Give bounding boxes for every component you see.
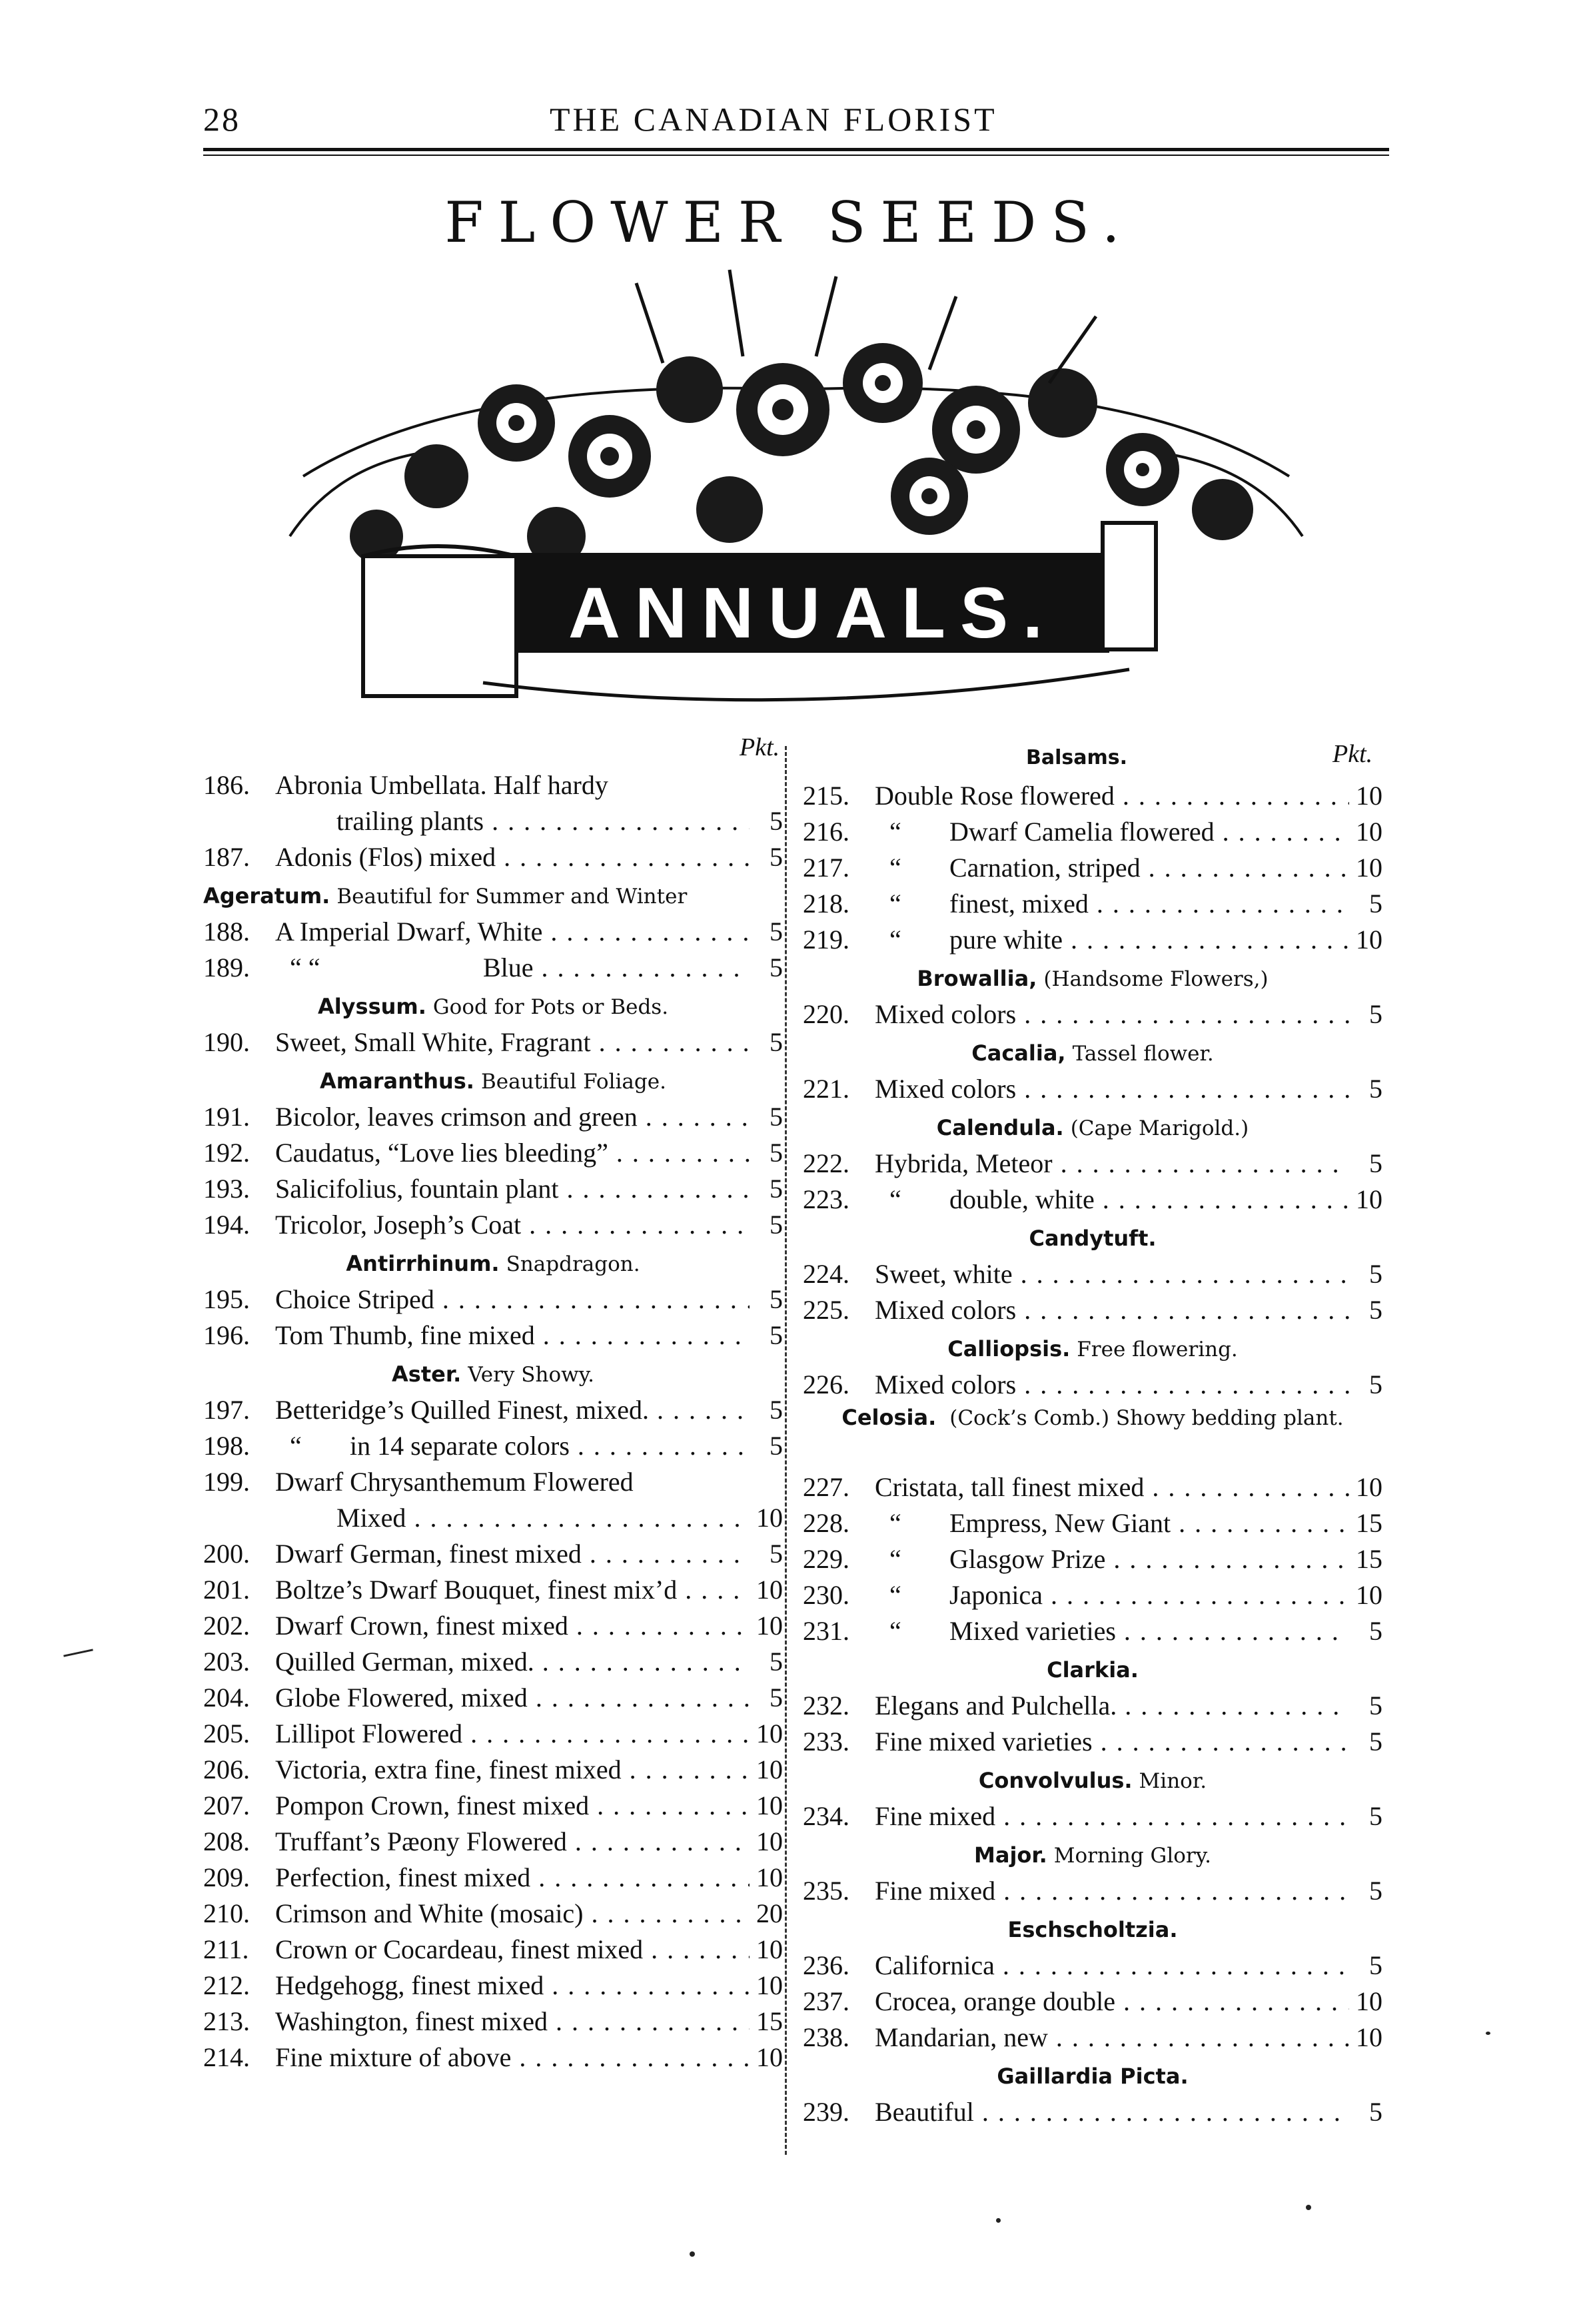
item-name: Carnation, striped . . . — [949, 850, 1349, 886]
seed-list-item — [803, 1182, 1382, 1218]
seed-list-item — [203, 767, 783, 803]
item-price: 5 — [1350, 1367, 1382, 1403]
item-name: Caudatus, “Love lies bleeding” . . . — [275, 1135, 750, 1171]
seed-list-item — [203, 839, 783, 875]
item-name: Bicolor, leaves crimson and green . . . — [275, 1099, 750, 1135]
item-price: 5 — [751, 1392, 783, 1428]
section-heading-note: Beautiful Foliage. — [480, 1070, 666, 1094]
item-price: 5 — [1350, 1798, 1382, 1834]
item-number: 222. — [803, 1148, 849, 1178]
seed-list-item — [803, 1256, 1382, 1292]
section-heading-title: Ageratum. — [203, 883, 330, 909]
price-column-label: Pkt. — [740, 733, 780, 761]
item-price: 10 — [1350, 814, 1382, 850]
seed-list-item — [203, 1608, 783, 1644]
item-name: Quilled German, mixed. . . . — [275, 1644, 750, 1680]
item-number: 239. — [803, 2097, 849, 2127]
section-heading-title: Candytuft. — [1029, 1226, 1157, 1251]
section-heading — [803, 958, 1382, 996]
seed-list-item — [803, 2094, 1382, 2130]
ditto-mark: “ — [290, 1431, 302, 1461]
item-name: Salicifolius, fountain plant . . . — [275, 1171, 750, 1207]
item-name: Crown or Cocardeau, finest mixed . . . — [275, 1932, 750, 1968]
item-price: 5 — [751, 803, 783, 839]
item-price: 5 — [1350, 1146, 1382, 1182]
section-heading — [803, 1909, 1382, 1948]
item-price: 10 — [1350, 2020, 1382, 2056]
item-name: Mixed colors . . . — [875, 1071, 1349, 1107]
section-heading — [203, 1243, 783, 1282]
item-number: 194. — [203, 1210, 250, 1240]
item-name: Japonica . . . — [949, 1577, 1349, 1613]
section-heading-note: Beautiful for Summer and Winter — [336, 885, 688, 909]
item-number: 216. — [803, 817, 849, 847]
item-price: 5 — [1350, 1292, 1382, 1328]
seed-list-item — [203, 1099, 783, 1135]
seed-list-item — [203, 1207, 783, 1243]
item-name: pure white . . . — [949, 922, 1349, 958]
seed-list-item — [803, 1367, 1382, 1403]
item-price: 10 — [751, 1608, 783, 1644]
item-number: 193. — [203, 1174, 250, 1204]
item-name: Washington, finest mixed . . . — [275, 2004, 750, 2040]
section-heading — [803, 1032, 1382, 1071]
section-heading — [203, 1060, 783, 1099]
seed-list-item — [203, 1428, 783, 1464]
seed-list-item — [203, 914, 783, 950]
item-price: 10 — [1350, 1182, 1382, 1218]
item-name: Mandarian, new . . . — [875, 2020, 1349, 2056]
item-number: 229. — [803, 1544, 849, 1574]
item-price: 10 — [751, 1860, 783, 1896]
seed-list-item — [803, 1292, 1382, 1328]
item-price: 5 — [751, 1428, 783, 1464]
item-name: Dwarf Crown, finest mixed . . . — [275, 1608, 750, 1644]
item-price: 5 — [1350, 1256, 1382, 1292]
item-price: 10 — [1350, 1577, 1382, 1613]
item-price: 10 — [751, 1932, 783, 1968]
section-heading — [803, 1107, 1382, 1146]
seed-list-item — [803, 1613, 1382, 1649]
item-number: 236. — [803, 1950, 849, 1980]
item-name: Crocea, orange double . . . — [875, 1984, 1349, 2020]
item-number: 196. — [203, 1320, 250, 1350]
item-number: 221. — [803, 1074, 849, 1104]
item-name: Betteridge’s Quilled Finest, mixed. . . . — [275, 1392, 750, 1428]
item-price: 5 — [751, 1135, 783, 1171]
section-heading-note: (Cock’s Comb.) Showy bedding plant. — [949, 1406, 1344, 1430]
item-number: 198. — [203, 1431, 250, 1461]
item-price: 5 — [751, 839, 783, 875]
item-price: 5 — [751, 1318, 783, 1354]
seed-list-item — [803, 1541, 1382, 1577]
section-heading-title: Alyssum. — [317, 994, 426, 1019]
item-number: 209. — [203, 1862, 250, 1892]
item-price: 5 — [751, 1680, 783, 1716]
section-heading — [803, 1649, 1382, 1688]
item-number: 217. — [803, 853, 849, 883]
section-heading-balsams: Balsams. — [1026, 746, 1128, 769]
seed-list-item — [203, 1896, 783, 1932]
section-heading-title: Convolvulus. — [978, 1768, 1133, 1793]
seed-list-item — [203, 2040, 783, 2076]
seed-list-item — [803, 1505, 1382, 1541]
seed-list-item — [203, 1171, 783, 1207]
item-number: 187. — [203, 842, 250, 872]
item-name: Elegans and Pulchella. . . . — [875, 1688, 1349, 1724]
item-number: 226. — [803, 1369, 849, 1399]
item-number: 215. — [803, 781, 849, 811]
seed-list-item — [803, 1469, 1382, 1505]
running-head — [203, 100, 1389, 147]
item-name: Double Rose flowered . . . — [875, 778, 1349, 814]
seed-list-item — [203, 1644, 783, 1680]
item-price: 10 — [1350, 922, 1382, 958]
section-heading-title: Gaillardia Picta. — [997, 2064, 1189, 2089]
ditto-mark: “ — [889, 889, 901, 919]
item-number: 238. — [803, 2022, 849, 2052]
item-number: 201. — [203, 1575, 250, 1605]
item-name: double, white . . . — [949, 1182, 1349, 1218]
item-name: Californica . . . — [875, 1948, 1349, 1984]
item-price: 5 — [751, 1099, 783, 1135]
item-name: Tricolor, Joseph’s Coat . . . — [275, 1207, 750, 1243]
item-name: in 14 separate colors . . . — [350, 1428, 750, 1464]
item-price: 5 — [1350, 1873, 1382, 1909]
item-number: 234. — [803, 1801, 849, 1831]
ink-speck — [1486, 2032, 1490, 2035]
seed-list-item — [803, 1724, 1382, 1760]
item-price: 5 — [751, 1644, 783, 1680]
ditto-mark: “ “ — [290, 953, 320, 982]
item-number: 190. — [203, 1027, 250, 1057]
ditto-mark: “ — [889, 853, 901, 883]
item-number: 220. — [803, 999, 849, 1029]
seed-list-item — [203, 2004, 783, 2040]
seed-list-item — [203, 950, 783, 986]
left-seed-column — [203, 767, 783, 2076]
item-name: finest, mixed . . . — [949, 886, 1349, 922]
annuals-banner: ANNUALS. — [568, 572, 1057, 653]
item-name: Empress, New Giant . . . — [949, 1505, 1349, 1541]
item-name: Mixed colors . . . — [875, 996, 1349, 1032]
item-price: 5 — [1350, 1688, 1382, 1724]
item-price: 15 — [1350, 1541, 1382, 1577]
seed-list-item — [203, 1024, 783, 1060]
item-price: 10 — [751, 1968, 783, 2004]
seed-list-item — [203, 1464, 783, 1500]
header-rule — [203, 148, 1389, 151]
seed-list-item — [803, 2020, 1382, 2056]
section-heading-title: Aster. — [392, 1361, 462, 1387]
ink-speck — [690, 2251, 695, 2257]
item-number: 211. — [203, 1934, 249, 1964]
section-heading-note: Minor. — [1139, 1769, 1207, 1793]
item-price: 10 — [1350, 1469, 1382, 1505]
section-heading — [203, 986, 783, 1024]
item-price: 5 — [1350, 1724, 1382, 1760]
section-heading-note: Morning Glory. — [1053, 1844, 1211, 1868]
item-price: 10 — [751, 1500, 783, 1536]
item-number: 204. — [203, 1683, 250, 1713]
seed-list-item — [803, 1577, 1382, 1613]
section-heading-title: Calendula. — [936, 1115, 1064, 1140]
item-price: 5 — [751, 1282, 783, 1318]
item-name: Fine mixed . . . — [875, 1873, 1349, 1909]
item-price: 5 — [751, 1024, 783, 1060]
item-number: 235. — [803, 1876, 849, 1906]
item-name: Choice Striped . . . — [275, 1282, 750, 1318]
seed-list-item — [803, 996, 1382, 1032]
item-name: Boltze’s Dwarf Bouquet, finest mix’d . . . — [275, 1572, 750, 1608]
item-name: Abronia Umbellata. Half hardy — [275, 770, 608, 800]
ditto-mark: “ — [889, 817, 901, 847]
item-number: 207. — [203, 1790, 250, 1820]
item-number: 212. — [203, 1970, 250, 2000]
seed-list-item — [803, 922, 1382, 958]
item-number: 214. — [203, 2042, 250, 2072]
section-heading — [803, 2056, 1382, 2094]
ditto-mark: “ — [889, 1616, 901, 1646]
item-number: 223. — [803, 1184, 849, 1214]
item-name: Victoria, extra fine, finest mixed . . . — [275, 1752, 750, 1788]
item-price: 5 — [1350, 1071, 1382, 1107]
item-price: 10 — [751, 1572, 783, 1608]
item-name: A Imperial Dwarf, White . . . — [275, 914, 750, 950]
item-number: 232. — [803, 1691, 849, 1721]
item-name: Cristata, tall finest mixed . . . — [875, 1469, 1349, 1505]
item-name: Dwarf Chrysanthemum Flowered — [275, 1467, 634, 1497]
item-number: 202. — [203, 1611, 250, 1641]
section-heading-title: Cacalia, — [971, 1040, 1066, 1066]
item-number: 231. — [803, 1616, 849, 1646]
seed-list-item — [203, 1752, 783, 1788]
item-number: 197. — [203, 1395, 250, 1425]
section-heading-title: Antirrhinum. — [346, 1251, 500, 1276]
seed-list-item — [203, 1500, 783, 1536]
item-name: Dwarf Camelia flowered . . . — [949, 814, 1349, 850]
item-price: 5 — [1350, 886, 1382, 922]
seed-list-item — [803, 1948, 1382, 1984]
seed-list-item — [203, 1680, 783, 1716]
item-name: Mixed colors . . . — [875, 1367, 1349, 1403]
seed-list-item — [203, 1824, 783, 1860]
seed-list-item — [203, 1318, 783, 1354]
item-number: 206. — [203, 1754, 250, 1784]
seed-list-item — [803, 1873, 1382, 1909]
section-heading-note: Good for Pots or Beds. — [432, 995, 669, 1019]
ditto-mark: “ — [889, 1184, 901, 1214]
item-price: 10 — [751, 2040, 783, 2076]
item-name: Fine mixed varieties . . . — [875, 1724, 1349, 1760]
price-column-label: Pkt. — [1332, 740, 1373, 768]
item-name: Mixed colors . . . — [875, 1292, 1349, 1328]
seed-list-item — [803, 886, 1382, 922]
item-price: 5 — [1350, 1613, 1382, 1649]
seed-list-item — [203, 1932, 783, 1968]
running-title: THE CANADIAN FLORIST — [550, 101, 997, 138]
item-number: 237. — [803, 1986, 849, 2016]
column-divider — [785, 746, 787, 2155]
item-price: 5 — [1350, 996, 1382, 1032]
item-name: Lillipot Flowered . . . — [275, 1716, 750, 1752]
seed-list-item — [803, 1984, 1382, 2020]
section-heading-note: Snapdragon. — [506, 1252, 640, 1276]
item-name: Mixed varieties . . . — [949, 1613, 1349, 1649]
section-heading — [203, 875, 783, 914]
item-name: trailing plants . . . — [336, 803, 750, 839]
section-heading-title: Amaranthus. — [320, 1068, 474, 1094]
ditto-mark: “ — [889, 1544, 901, 1574]
item-name: Glasgow Prize . . . — [949, 1541, 1349, 1577]
item-price: 10 — [1350, 850, 1382, 886]
margin-mark — [63, 1649, 93, 1657]
item-number: 210. — [203, 1898, 250, 1928]
item-name: Beautiful . . . — [875, 2094, 1349, 2130]
item-number: 213. — [203, 2006, 250, 2036]
item-number: 208. — [203, 1826, 250, 1856]
seed-list-item — [803, 814, 1382, 850]
header-rule-thin — [203, 155, 1389, 156]
item-name: Fine mixture of above . . . — [275, 2040, 750, 2076]
item-price: 20 — [751, 1896, 783, 1932]
section-heading-title: Celosia. — [841, 1405, 937, 1430]
item-number: 230. — [803, 1580, 849, 1610]
section-heading-title: Browallia, — [917, 966, 1037, 991]
item-price: 5 — [1350, 2094, 1382, 2130]
item-number: 199. — [203, 1467, 250, 1497]
item-name: Adonis (Flos) mixed . . . — [275, 839, 750, 875]
item-name: Sweet, white . . . — [875, 1256, 1349, 1292]
item-name: Dwarf German, finest mixed . . . — [275, 1536, 750, 1572]
item-number: 192. — [203, 1138, 250, 1168]
item-number: 200. — [203, 1539, 250, 1569]
section-heading-note: Very Showy. — [468, 1363, 594, 1387]
seed-list-item — [203, 1716, 783, 1752]
item-name: Crimson and White (mosaic) . . . — [275, 1896, 750, 1932]
section-heading-note: (Cape Marigold.) — [1070, 1116, 1249, 1140]
item-price: 15 — [751, 2004, 783, 2040]
item-name: Hedgehogg, finest mixed . . . — [275, 1968, 750, 2004]
item-name: Truffant’s Pæony Flowered . . . — [275, 1824, 750, 1860]
item-name: Pompon Crown, finest mixed . . . — [275, 1788, 750, 1824]
item-number: 227. — [803, 1472, 849, 1502]
item-name: Hybrida, Meteor . . . — [875, 1146, 1349, 1182]
item-number: 228. — [803, 1508, 849, 1538]
section-heading-note: Tassel flower. — [1072, 1042, 1214, 1066]
item-price: 15 — [1350, 1505, 1382, 1541]
seed-list-item — [803, 778, 1382, 814]
seed-list-item — [203, 1788, 783, 1824]
section-heading — [803, 1760, 1382, 1798]
item-name: Sweet, Small White, Fragrant . . . — [275, 1024, 750, 1060]
item-name: Globe Flowered, mixed . . . — [275, 1680, 750, 1716]
section-heading — [803, 1218, 1382, 1256]
seed-list-item — [203, 1536, 783, 1572]
item-number: 218. — [803, 889, 849, 919]
item-number: 219. — [803, 925, 849, 955]
ditto-mark: “ — [889, 1580, 901, 1610]
item-number: 188. — [203, 917, 250, 947]
section-heading — [803, 1328, 1382, 1367]
item-price: 10 — [751, 1716, 783, 1752]
item-name: Mixed . . . — [336, 1500, 750, 1536]
item-number: 224. — [803, 1259, 849, 1289]
seed-list-item — [803, 1071, 1382, 1107]
right-seed-column — [803, 778, 1382, 2130]
item-price: 10 — [1350, 778, 1382, 814]
item-price: 10 — [751, 1788, 783, 1824]
section-heading-note: (Handsome Flowers,) — [1043, 967, 1269, 991]
section-heading-title: Clarkia. — [1047, 1657, 1139, 1683]
flower-vignette-illustration — [263, 256, 1322, 736]
item-number: 225. — [803, 1295, 849, 1325]
section-heading-title: Major. — [974, 1842, 1047, 1868]
item-price: 5 — [751, 1207, 783, 1243]
seed-list-item — [203, 1392, 783, 1428]
item-number: 189. — [203, 953, 250, 982]
seed-list-item — [203, 803, 783, 839]
section-heading-title: Eschscholtzia. — [1007, 1917, 1178, 1942]
item-name: Fine mixed . . . — [875, 1798, 1349, 1834]
ditto-mark: “ — [889, 1508, 901, 1538]
seed-list-item — [203, 1860, 783, 1896]
item-number: 205. — [203, 1719, 250, 1748]
ink-speck — [1306, 2205, 1311, 2210]
section-heading-note: Free flowering. — [1077, 1338, 1238, 1361]
seed-list-item — [803, 1688, 1382, 1724]
section-heading — [803, 1834, 1382, 1873]
seed-list-item — [203, 1282, 783, 1318]
seed-list-item — [803, 850, 1382, 886]
ditto-mark: “ — [889, 925, 901, 955]
seed-list-item — [803, 1146, 1382, 1182]
section-heading-title: Calliopsis. — [947, 1336, 1071, 1361]
item-number: 186. — [203, 770, 250, 800]
item-number: 233. — [803, 1727, 849, 1756]
item-price: 5 — [1350, 1948, 1382, 1984]
item-name: Perfection, finest mixed . . . — [275, 1860, 750, 1896]
item-price: 10 — [751, 1752, 783, 1788]
page-number: 28 — [203, 101, 241, 138]
seed-list-item — [203, 1968, 783, 2004]
ink-speck — [996, 2218, 1001, 2223]
item-price: 10 — [1350, 1984, 1382, 2020]
item-number: 195. — [203, 1284, 250, 1314]
item-price: 5 — [751, 950, 783, 986]
seed-list-item — [203, 1135, 783, 1171]
section-heading — [803, 1403, 1382, 1469]
item-number: 203. — [203, 1647, 250, 1677]
item-price: 5 — [751, 1536, 783, 1572]
seed-list-item — [203, 1572, 783, 1608]
item-name: Blue . . . — [483, 950, 750, 986]
item-price: 10 — [751, 1824, 783, 1860]
page-title: FLOWER SEEDS. — [444, 190, 1135, 255]
section-heading — [203, 1354, 783, 1392]
seed-list-item — [803, 1798, 1382, 1834]
item-price: 5 — [751, 914, 783, 950]
item-number: 191. — [203, 1102, 250, 1132]
item-price: 5 — [751, 1171, 783, 1207]
item-name: Tom Thumb, fine mixed . . . — [275, 1318, 750, 1354]
